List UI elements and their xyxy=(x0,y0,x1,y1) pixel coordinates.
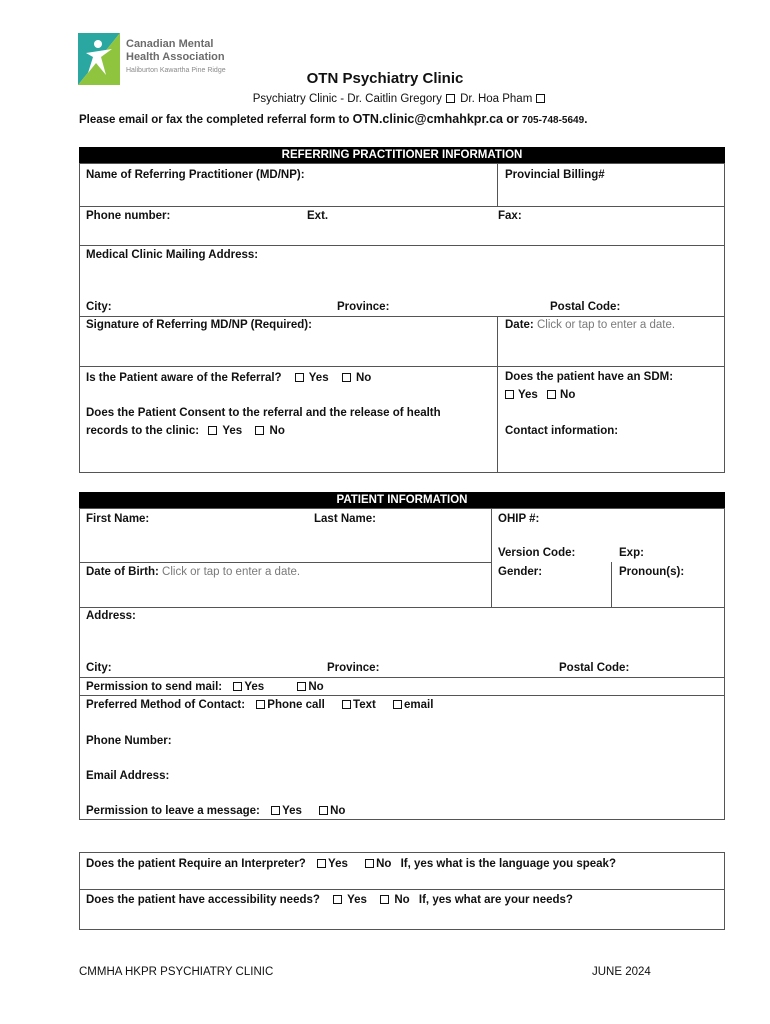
ohip-label: OHIP #: xyxy=(498,513,540,525)
sdm-yes-checkbox[interactable] xyxy=(505,390,514,399)
contact-method-question: Preferred Method of Contact: Phone call Text email xyxy=(86,699,434,711)
email-checkbox[interactable] xyxy=(393,700,402,709)
dob-field[interactable]: Date of Birth: Click or tap to enter a date. xyxy=(86,566,301,578)
accessibility-question: Does the patient have accessibility needs? Yes No If, yes what are your needs? xyxy=(86,894,573,906)
submission-instructions: Please email or fax the completed referral form to OTN.clinic@cmhahkpr.ca or 705-748-5649. xyxy=(79,112,588,126)
mail-permission-question: Permission to send mail: Yes No xyxy=(86,681,324,693)
province-label: Province: xyxy=(337,301,390,313)
phone-label: Phone number: xyxy=(86,210,171,222)
checkbox-dr-gregory[interactable] xyxy=(446,94,455,103)
message-no-checkbox[interactable] xyxy=(319,806,328,815)
accessibility-no-checkbox[interactable] xyxy=(380,895,389,904)
consent-yes-checkbox[interactable] xyxy=(208,426,217,435)
clinic-phone: 705-748-5649 xyxy=(521,115,585,126)
sdm-no-checkbox[interactable] xyxy=(547,390,556,399)
footer-date: JUNE 2024 xyxy=(592,966,651,978)
date-field[interactable]: Date: Click or tap to enter a date. xyxy=(505,319,676,331)
aware-no-checkbox[interactable] xyxy=(342,373,351,382)
page-title: OTN Psychiatry Clinic xyxy=(306,70,464,87)
consent-no-checkbox[interactable] xyxy=(255,426,264,435)
consent-question-line2: records to the clinic: Yes No xyxy=(86,425,285,437)
patient-province-label: Province: xyxy=(327,662,380,674)
address-label: Address: xyxy=(86,610,136,622)
signature-label: Signature of Referring MD/NP (Required): xyxy=(86,319,312,331)
postal-code-label: Postal Code: xyxy=(550,301,621,313)
accessibility-yes-checkbox[interactable] xyxy=(333,895,342,904)
patient-city-label: City: xyxy=(86,662,112,674)
sdm-question: Does the patient have an SDM: xyxy=(505,371,674,383)
patient-section-header: PATIENT INFORMATION xyxy=(79,492,725,508)
text-checkbox[interactable] xyxy=(342,700,351,709)
mail-yes-checkbox[interactable] xyxy=(233,682,242,691)
logo-subtitle: Haliburton Kawartha Pine Ridge xyxy=(126,67,226,74)
leave-message-question: Permission to leave a message: Yes No xyxy=(86,805,346,817)
mailing-address-label: Medical Clinic Mailing Address: xyxy=(86,249,259,261)
message-yes-checkbox[interactable] xyxy=(271,806,280,815)
city-label: City: xyxy=(86,301,112,313)
clinic-subtitle: Psychiatry Clinic - Dr. Caitlin Gregory Dr. Hoa Pham xyxy=(0,93,770,105)
clinic-email-link[interactable]: OTN.clinic@cmhahkpr.ca xyxy=(352,112,503,126)
ext-label: Ext. xyxy=(307,210,329,222)
fax-label: Fax: xyxy=(498,210,522,222)
logo-wordmark: Canadian Mental Health Association xyxy=(126,38,225,63)
first-name-label: First Name: xyxy=(86,513,150,525)
phone-number-label: Phone Number: xyxy=(86,735,172,747)
interpreter-question: Does the patient Require an Interpreter? Yes No If, yes what is the language you speak? xyxy=(86,858,616,870)
billing-number-label: Provincial Billing# xyxy=(505,169,605,181)
practitioner-name-label: Name of Referring Practitioner (MD/NP): xyxy=(86,169,305,181)
email-address-label: Email Address: xyxy=(86,770,170,782)
mail-no-checkbox[interactable] xyxy=(297,682,306,691)
version-code-label: Version Code: xyxy=(498,547,576,559)
exp-label: Exp: xyxy=(619,547,644,559)
last-name-label: Last Name: xyxy=(314,513,376,525)
consent-question-line1: Does the Patient Consent to the referral and the release of health xyxy=(86,407,441,419)
checkbox-dr-pham[interactable] xyxy=(536,94,545,103)
footer-clinic-name: CMMHA HKPR PSYCHIATRY CLINIC xyxy=(79,966,274,978)
patient-aware-question: Is the Patient aware of the Referral? Yes No xyxy=(86,372,372,384)
aware-yes-checkbox[interactable] xyxy=(295,373,304,382)
gender-label: Gender: xyxy=(498,566,543,578)
pronoun-label: Pronoun(s): xyxy=(619,566,685,578)
phone-call-checkbox[interactable] xyxy=(256,700,265,709)
interpreter-yes-checkbox[interactable] xyxy=(317,859,326,868)
sdm-contact-label: Contact information: xyxy=(505,425,619,437)
referring-section-header: REFERRING PRACTITIONER INFORMATION xyxy=(79,147,725,163)
sdm-options: Yes No xyxy=(505,388,575,402)
patient-postal-label: Postal Code: xyxy=(559,662,630,674)
interpreter-no-checkbox[interactable] xyxy=(365,859,374,868)
